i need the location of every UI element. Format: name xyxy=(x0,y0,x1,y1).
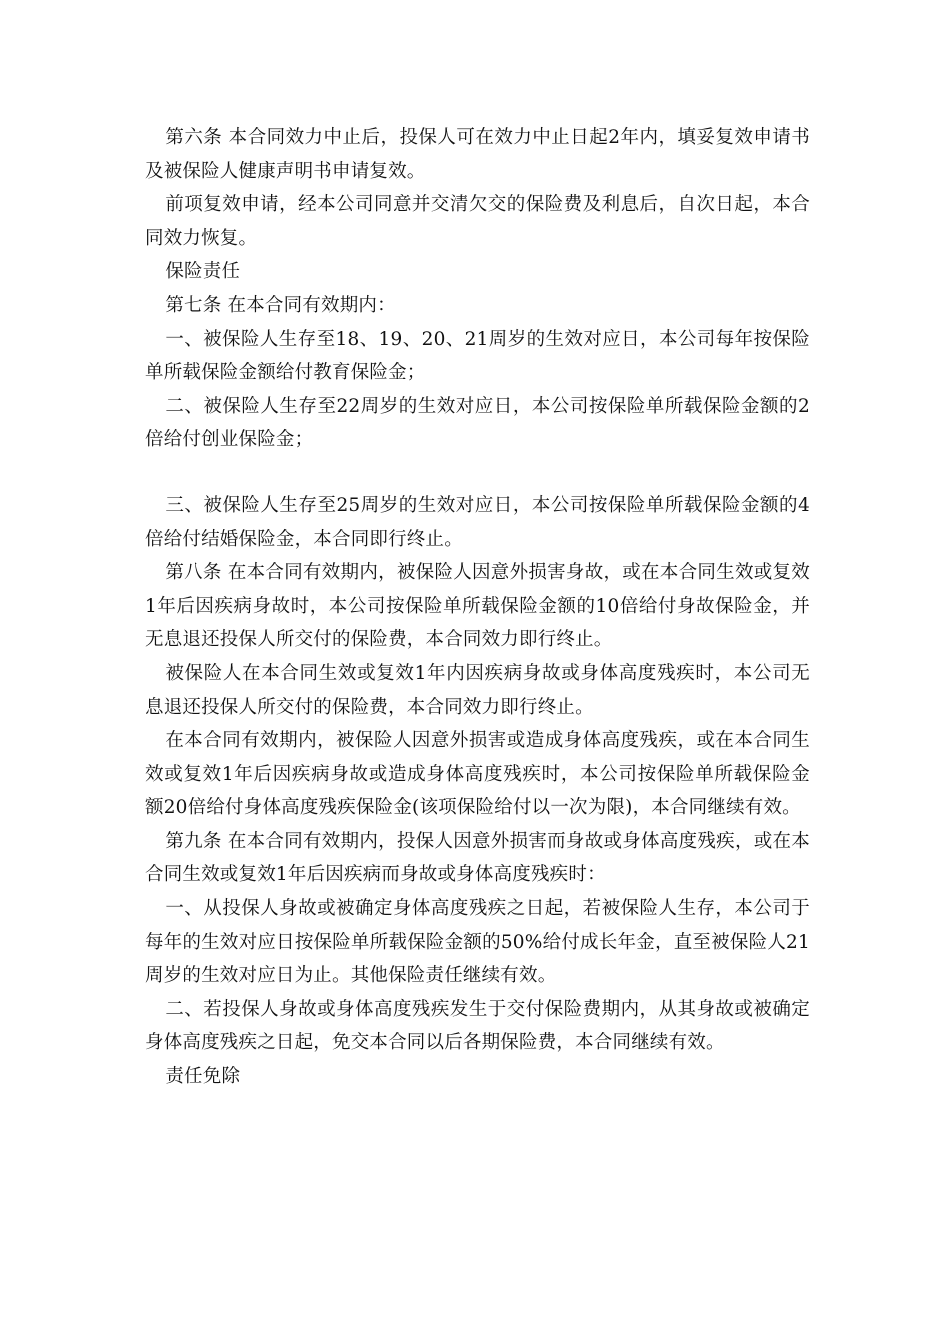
article-7-item-3: 三、被保险人生存至25周岁的生效对应日，本公司按保险单所载保险金额的4倍给付结婚保险金，本合同即行终止。 xyxy=(145,494,810,550)
article-8-paragraph: 第八条 在本合同有效期内，被保险人因意外损害身故，或在本合同生效或复效1年后因疾病身故时，本公司按保险单所载保险金额的10倍给付身故保险金，并无息退还投保人所交付的保险费，本合同效力即行终止。 xyxy=(145,562,810,651)
article-9-item-1: 一、从投保人身故或被确定身体高度残疾之日起，若被保险人生存，本公司于每年的生效对应日按保险单所载保险金额的50%给付成长年金，直至被保险人21周岁的生效对应日为止。其他保险责任继续有效。 xyxy=(145,898,810,987)
article-7-item-2: 二、被保险人生存至22周岁的生效对应日，本公司按保险单所载保险金额的2倍给付创业保险金； xyxy=(145,395,810,451)
article-9-item-2: 二、若投保人身故或身体高度残疾发生于交付保险费期内，从其身故或被确定身体高度残疾之日起，免交本合同以后各期保险费，本合同继续有效。 xyxy=(145,998,810,1054)
article-7-item-1: 一、被保险人生存至18、19、20、21周岁的生效对应日，本公司每年按保险单所载保险金额给付教育保险金； xyxy=(145,328,810,384)
article-9-paragraph: 第九条 在本合同有效期内，投保人因意外损害而身故或身体高度残疾，或在本合同生效或复效1年后因疾病而身故或身体高度残疾时： xyxy=(145,830,810,886)
section-heading-coverage: 保险责任 xyxy=(165,261,241,283)
article-6-paragraph: 第六条 本合同效力中止后，投保人可在效力中止日起2年内，填妥复效申请书及被保险人健康声明书申请复效。 xyxy=(145,127,810,182)
reinstatement-paragraph: 前项复效申请，经本公司同意并交清欠交的保险费及利息后，自次日起，本合同效力恢复。 xyxy=(145,194,810,249)
article-8-clause-2: 被保险人在本合同生效或复效1年内因疾病身故或身体高度残疾时，本公司无息退还投保人所交付的保险费，本合同效力即行终止。 xyxy=(145,662,810,718)
article-7-paragraph: 第七条 在本合同有效期内： xyxy=(165,294,396,316)
section-heading-exclusions: 责任免除 xyxy=(165,1066,241,1088)
document-body xyxy=(145,121,810,1094)
article-8-clause-3: 在本合同有效期内，被保险人因意外损害或造成身体高度残疾，或在本合同生效或复效1年后因疾病身故或造成身体高度残疾时，本公司按保险单所载保险金额20倍给付身体高度残疾保险金(该项保险给付以一次为限)，本合同继续有效。 xyxy=(145,730,810,819)
